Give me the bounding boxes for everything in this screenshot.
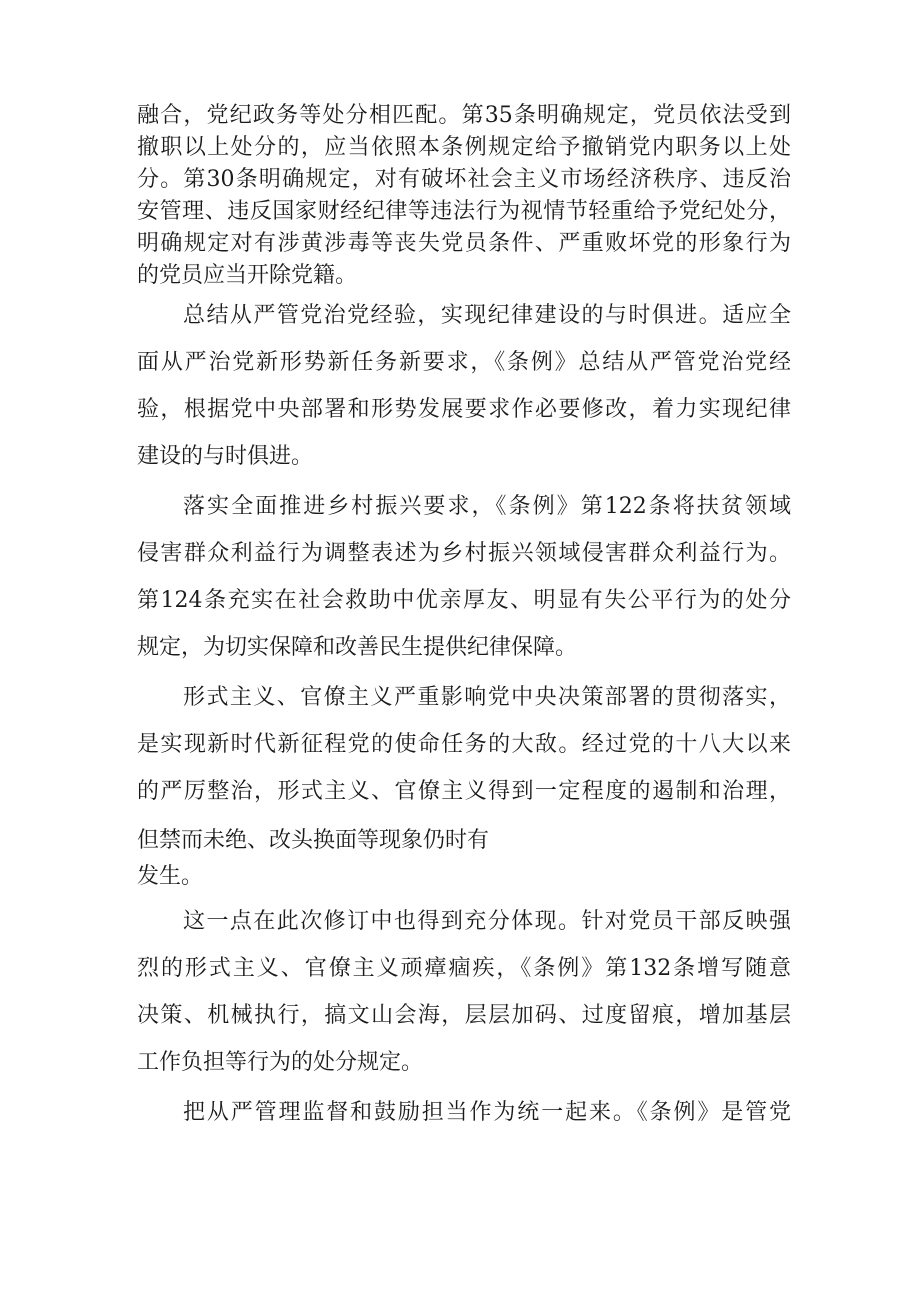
paragraph-1-line-4: 安管理、违反国家财经纪律等违法行为视情节轻重给予党纪处分， [137,199,791,224]
paragraph-4-line-4: 但禁而未绝、改头换面等现象仍时有 [137,828,490,853]
paragraph-5-line-3: 决策、机械执行，搞文山会海，层层加码、过度留痕，增加基层 [137,1003,791,1028]
paragraph-1-line-2: 撤职以上处分的，应当依照本条例规定给予撤销党内职务以上处 [137,135,791,160]
paragraph-2-line-2: 面从严治党新形势新任务新要求，《条例》总结从严管党治党经 [137,350,791,375]
paragraph-3-line-2: 侵害群众利益行为调整表述为乡村振兴领域侵害群众利益行为。 [137,541,791,566]
paragraph-1-line-3: 分。第30条明确规定，对有破坏社会主义市场经济秩序、违反治 [137,167,791,192]
paragraph-3-line-4: 规定，为切实保障和改善民生提供纪律保障。 [137,635,578,660]
paragraph-5-line-1: 这一点在此次修订中也得到充分体现。针对党员干部反映强 [183,909,791,934]
paragraph-1-line-6: 的党员应当开除党籍。 [137,263,358,288]
paragraph-4-line-2: 是实现新时代新征程党的使命任务的大敌。经过党的十八大以来 [137,732,791,757]
paragraph-1-line-5: 明确规定对有涉黄涉毒等丧失党员条件、严重败坏党的形象行为 [137,231,791,256]
paragraph-2-line-1: 总结从严管党治党经验，实现纪律建设的与时俱进。适应全 [183,303,791,328]
paragraph-4-line-3: 的严厉整治，形式主义、官僚主义得到一定程度的遏制和治理， [137,779,791,804]
paragraph-1-line-1: 融合，党纪政务等处分相匹配。第35条明确规定，党员依法受到 [137,103,791,128]
paragraph-5-line-2: 烈的形式主义、官僚主义顽瘴痼疾，《条例》第132条增写随意 [137,956,791,981]
paragraph-2-line-4: 建设的与时俱进。 [137,444,314,469]
paragraph-4-line-1: 形式主义、官僚主义严重影响党中央决策部署的贯彻落实， [183,685,791,710]
paragraph-6-line-1: 把从严管理监督和鼓励担当作为统一起来。《条例》是管党 [183,1100,791,1125]
paragraph-3-line-1: 落实全面推进乡村振兴要求，《条例》第122条将扶贫领域 [183,494,791,519]
paragraph-2-line-3: 验，根据党中央部署和形势发展要求作必要修改，着力实现纪律 [137,397,791,422]
paragraph-4-line-5: 发生。 [137,864,204,889]
paragraph-3-line-3: 第124条充实在社会救助中优亲厚友、明显有失公平行为的处分 [137,588,791,613]
paragraph-5-line-4: 工作负担等行为的处分规定。 [137,1050,424,1075]
